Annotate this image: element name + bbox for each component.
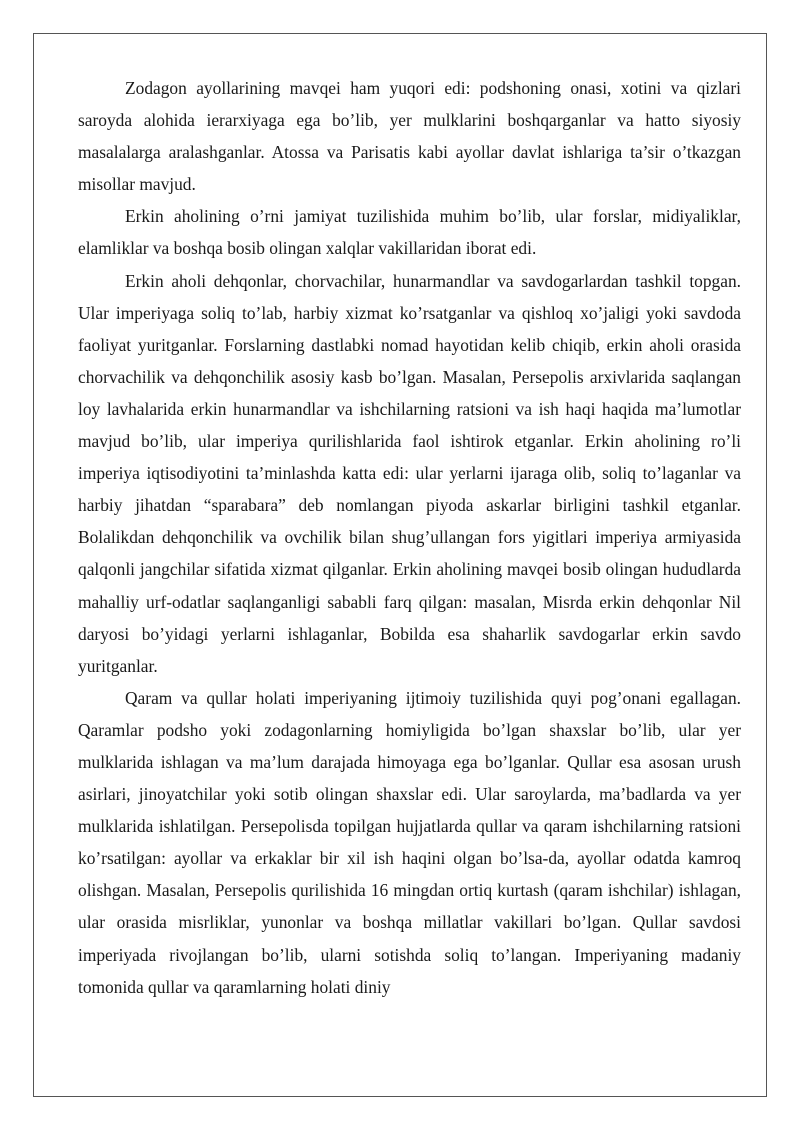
paragraph-noble-women: Zodagon ayollarining mavqei ham yuqori edi: podshoning onasi, xotini va qizlari saroyda alohida ierarxiyaga ega bo’lib, yer mulklarini boshqarganlar va hatto siyosiy masalalarga aralashganlar. Atossa va Parisatis kabi ayollar davlat ishlariga ta’sir o’tkazgan misollar mavjud.	[78, 78, 741, 195]
paragraph-dependents-and-slaves: Qaram va qullar holati imperiyaning ijtimoiy tuzilishida quyi pog’onani egallagan. Qaramlar podsho yoki zodagonlarning homiyligida bo’lgan shaxslar bo’lib, ular yer mulklarida ishlagan va ma’lum darajada himoyaga ega bo’lganlar. Qullar esa asosan urush asirlari, jinoyatchilar yoki sotib olingan shaxslar edi. Ular saroylarda, ma’badlarda va yer mulklarida ishlatilgan. Persepolisda topilgan hujjatlarda qullar va qaram ishchilarning ratsioni ko’rsatilgan: ayollar va erkaklar bir xil ish haqini olgan bo’lsa-da, ayollar odatda kamroq olishgan. Masalan, Persepolis qurilishida 16 mingdan ortiq kurtash (qaram ishchilar) ishlagan, ular orasida misrliklar, yunonlar va boshqa millatlar vakillari bo’lgan. Qullar savdosi imperiyada rivojlangan bo’lib, ularni sotishda soliq to’langan. Imperiyaning madaniy tomonida qullar va qaramlarning holati diniy	[78, 687, 741, 997]
paragraph-free-population-occupations: Erkin aholi dehqonlar, chorvachilar, hunarmandlar va savdogarlardan tashkil topgan. Ular imperiyaga soliq to’lab, harbiy xizmat ko’rsatganlar va qishloq xo’jaligi yoki savdoda faoliyat yuritganlar. Forslarning dastlabki nomad hayotidan kelib chiqib, erkin aholi orasida chorvachilik va dehqonchilik asosiy kasb bo’lgan. Masalan, Persepolis arxivlarida saqlangan loy lavhalarida erkin hunarmandlar va ishchilarning ratsioni va ish haqi haqida ma’lumotlar mavjud bo’lib, ular imperiya qurilishlarida faol ishtirok etganlar. Erkin aholining ro’li imperiya iqtisodiyotini ta’minlashda katta edi: ular yerlarni ijaraga olib, soliq to’laganlar va harbiy jihatdan “sparabara” deb nomlangan piyoda askarlar birligini tashkil etganlar. Bolalikdan dehqonchilik va ovchilik bilan shug’ullangan fors yigitlari imperiya armiyasida qalqonli jangchilar sifatida xizmat qilganlar. Erkin aholining mavqei bosib olingan hududlarda mahalliy urf-odatlar saqlanganligi sababli farq qilgan: masalan, Misrda erkin dehqonlar Nil daryosi bo’yidagi yerlarni ishlaganlar, Bobilda esa shaharlik savdogarlar erkin savdo yuritganlar.	[78, 270, 741, 676]
document-body	[78, 72, 741, 1003]
paragraph-free-population-role: Erkin aholining o’rni jamiyat tuzilishida muhim bo’lib, ular forslar, midiyaliklar, elamliklar va boshqa bosib olingan xalqlar vakillaridan iborat edi.	[78, 206, 741, 259]
